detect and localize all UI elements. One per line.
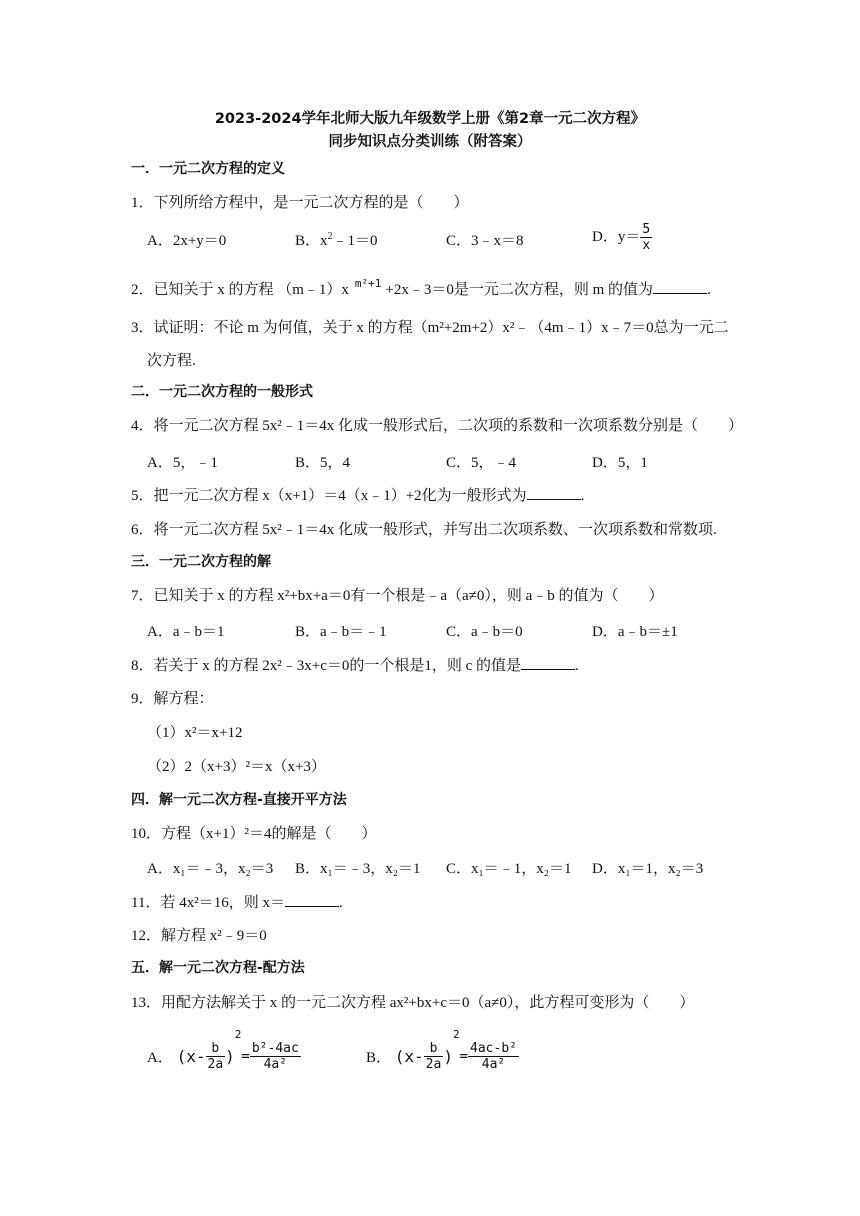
q1-option-b: B．$x^2﹣1=0$	[295, 231, 378, 249]
answer-blank	[521, 657, 575, 670]
q7-option-d: D．a﹣b＝±1	[592, 624, 678, 640]
section-heading-4: 四．解一元二次方程-直接开平方法	[131, 792, 347, 808]
q4-option-b: B．5，4	[295, 455, 351, 471]
answer-blank	[285, 894, 339, 907]
q1-option-d: D．y＝ $\frac{5}{x}$	[592, 222, 651, 253]
q4-option-a: A．5，﹣1	[147, 455, 218, 471]
question-7-stem: 7．已知关于 x 的方程 x²+bx+a＝0有一个根是﹣a（a≠0），则 a﹣b 的值为（ ）	[131, 588, 664, 604]
question-1-stem: 1．下列所给方程中，是一元二次方程的是（ ）	[131, 195, 469, 211]
q13-option-b: B． (x- $\frac{b}{2a}$ )$^2$= $\frac{\text{4ac-b²}}{\text{4a²}}$	[366, 1028, 517, 1073]
q4-option-c: C．5，﹣4	[446, 455, 517, 471]
q10-option-b: B．x₁＝﹣3，x₂＝1	[295, 861, 421, 877]
question-3-line2: 次方程.	[147, 353, 196, 369]
question-9-part2: （2）2（x+3）²＝x（x+3）	[147, 759, 326, 775]
question-6: 6．将一元二次方程 5x²﹣1＝4x 化成一般形式，并写出二次项系数、一次项系数和常数项.	[131, 522, 717, 538]
question-10-stem: 10．方程（x+1）²＝4的解是（ ）	[131, 826, 377, 842]
question-3-line1: 3．试证明：不论 m 为何值，关于 x 的方程（m²+2m+2）x²﹣（4m﹣1）x﹣7＝0总为一元二	[131, 320, 729, 336]
question-4-stem: 4．将一元二次方程 5x²﹣1＝4x 化成一般形式后，二次项的系数和一次项系数分别是（ ）	[131, 418, 744, 434]
answer-blank	[527, 487, 581, 500]
question-9-part1: （1）x²＝x+12	[147, 725, 243, 741]
question-2: 2．已知关于 x 的方程 （m﹣1）x $^{m^2+1}$ +2x﹣3＝0是一元二次方程，则 m 的值为 .	[131, 277, 711, 298]
section-heading-1: 一．一元二次方程的定义	[131, 161, 285, 177]
q10-option-c: C．x₁＝﹣1，x₂＝1	[446, 861, 572, 877]
q1-option-c: C．3﹣x＝8	[446, 233, 524, 249]
question-9-stem: 9．解方程：	[131, 691, 214, 707]
q1-option-a: A．2x+y＝0	[147, 233, 227, 249]
fraction: $\frac{\text{4ac-b²}}{\text{4a²}}$	[470, 1041, 517, 1073]
doc-title-line1: 2023-2024学年北师大版九年级数学上册《第2章一元二次方程》	[214, 111, 646, 127]
q4-option-d: D．5，1	[592, 455, 648, 471]
q7-option-b: B．a﹣b＝﹣1	[295, 624, 387, 640]
question-13-stem: 13．用配方法解关于 x 的一元二次方程 ax²+bx+c＝0（a≠0），此方程可变形为（ ）	[131, 995, 695, 1011]
question-11: 11．若 4x²＝16，则 x＝ .	[131, 895, 343, 911]
question-8: 8．若关于 x 的方程 2x²﹣3x+c＝0的一个根是1，则 c 的值是 .	[131, 658, 579, 674]
answer-blank	[653, 281, 707, 294]
q10-option-a: A．x₁＝﹣3，x₂＝3	[147, 861, 274, 877]
section-heading-5: 五．解一元二次方程-配方法	[131, 960, 305, 976]
section-heading-3: 三．一元二次方程的解	[131, 554, 271, 570]
q13-option-a: A． (x- $\frac{b}{2a}$ )$^2$= $\frac{\text{b²-4ac}}{\text{4a²}}$	[147, 1028, 299, 1073]
q7-option-c: C．a﹣b＝0	[446, 624, 523, 640]
question-12: 12．解方程 x²﹣9＝0	[131, 928, 267, 944]
q10-option-d: D．x₁＝1，x₂＝3	[592, 861, 704, 877]
q7-option-a: A．a﹣b＝1	[147, 624, 225, 640]
fraction: $\frac{\text{b²-4ac}}{\text{4a²}}$	[251, 1041, 299, 1073]
question-5: 5．把一元二次方程 x（x+1）＝4（x﹣1）+2化为一般形式为 .	[131, 488, 585, 504]
fraction: $\frac{b}{2a}$	[425, 1041, 442, 1073]
fraction: $\frac{5}{x}$	[642, 222, 651, 253]
section-heading-2: 二．一元二次方程的一般形式	[131, 384, 313, 400]
exponent: m²+1	[354, 277, 382, 290]
doc-title-line2: 同步知识点分类训练（附答案）	[328, 134, 532, 150]
fraction: $\frac{b}{2a}$	[207, 1041, 224, 1073]
